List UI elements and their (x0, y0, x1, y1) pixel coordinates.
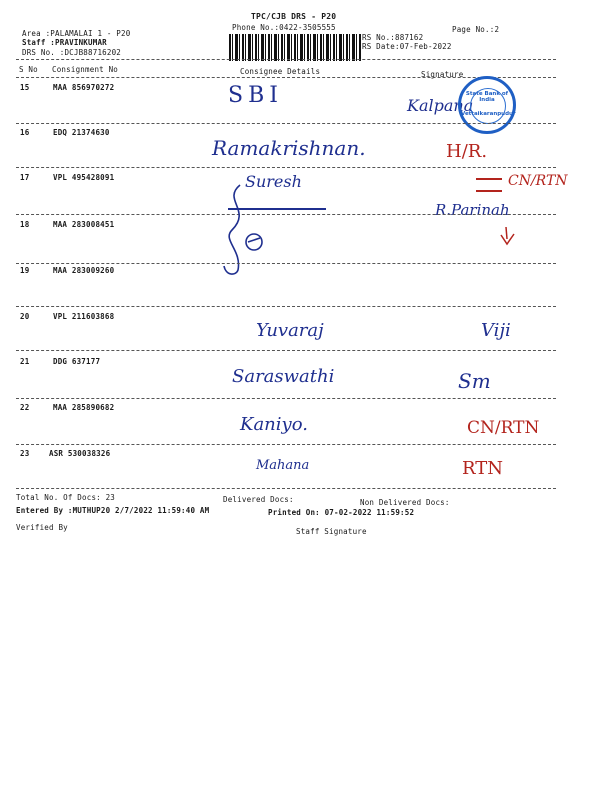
verified-by: Verified By (16, 523, 68, 532)
col-header-sno: S No (19, 65, 38, 74)
stamp-bottom-text: Vettaikaranpudur (461, 111, 516, 117)
row-consignee: Ramakrishnan. (212, 136, 366, 160)
barcode (229, 34, 361, 61)
row-consignment: MAA 283008451 (53, 220, 115, 229)
row-consignee: Suresh (245, 172, 302, 191)
row-consignment: VPL 211603868 (53, 312, 115, 321)
area-field: Area :PALAMALAI 1 - P20 (22, 29, 131, 38)
staff-field: Staff :PRAVINKUMAR (22, 38, 107, 47)
row-sno: 20 (20, 312, 30, 321)
row-consignee: Saraswathi (232, 366, 335, 387)
stamp-top-text: State Bank of India (465, 91, 509, 103)
row-consignment: EDQ 21374630 (53, 128, 110, 137)
table-end-separator (16, 488, 556, 489)
page-number: Page No.:2 (452, 25, 500, 34)
row-signature: R.Parinah (435, 201, 510, 219)
rs-number: RS No.:887162 (362, 33, 424, 42)
row-separator (16, 123, 556, 124)
row-consignment: MAA 285890682 (53, 403, 115, 412)
row-signature (212, 180, 272, 280)
row-separator (16, 306, 556, 307)
rs-date: RS Date:07-Feb-2022 (362, 42, 452, 51)
row-separator (16, 167, 556, 168)
row-signature: CN/RTN (508, 173, 568, 189)
row-separator (16, 350, 556, 351)
entered-by: Entered By :MUTHUP20 2/7/2022 11:59:40 AM (16, 506, 210, 515)
col-header-consignment: Consignment No (52, 65, 119, 74)
bank-stamp (458, 76, 516, 134)
row-consignment: MAA 856970272 (53, 83, 115, 92)
row-consignee: Kaniyo. (240, 414, 308, 435)
row-signature: Sm (458, 369, 491, 393)
row-sno: 18 (20, 220, 30, 229)
col-header-consignee: Consignee Details (240, 67, 321, 76)
row-consignment: MAA 283009260 (53, 266, 115, 275)
row-consignee: Yuvaraj (256, 320, 324, 341)
drs-number: DRS No. :DCJB88716202 (22, 48, 122, 57)
row-signature: Viji (481, 320, 511, 341)
phone-number: Phone No.:0422-3505555 (232, 23, 336, 32)
non-delivered-docs: Non Delivered Docs: (360, 498, 450, 507)
row-signature: H/R. (446, 141, 488, 162)
total-docs: Total No. Of Docs: 23 (16, 493, 116, 502)
check-mark (498, 225, 518, 247)
row-sno: 15 (20, 83, 30, 92)
row-sno: 17 (20, 173, 30, 182)
row-signature: RTN (462, 458, 503, 479)
header-separator (16, 59, 556, 60)
row-separator (16, 444, 556, 445)
document-title: TPC/CJB DRS - P20 (251, 12, 337, 21)
row-separator (16, 214, 556, 215)
row-consignment: DDG 637177 (53, 357, 101, 366)
staff-signature-label: Staff Signature (296, 527, 367, 536)
printed-on: Printed On: 07-02-2022 11:59:52 (268, 508, 415, 517)
delivered-docs: Delivered Docs: (223, 495, 294, 504)
row-sno: 22 (20, 403, 30, 412)
col-header-signature: Signature (421, 70, 464, 79)
row-separator (16, 263, 556, 264)
strike-mark (476, 178, 502, 192)
row-consignment: VPL 495428091 (53, 173, 115, 182)
row-sno: 19 (20, 266, 30, 275)
row-separator (16, 398, 556, 399)
row-signature: Kalpana (407, 96, 474, 115)
row-consignment: ASR 530038326 (49, 449, 111, 458)
row-sno: 23 (20, 449, 30, 458)
row-consignee: Mahana (256, 458, 310, 473)
row-sno: 16 (20, 128, 30, 137)
row-sno: 21 (20, 357, 30, 366)
row-signature: CN/RTN (467, 418, 540, 438)
row-consignee: SBI (228, 83, 283, 108)
